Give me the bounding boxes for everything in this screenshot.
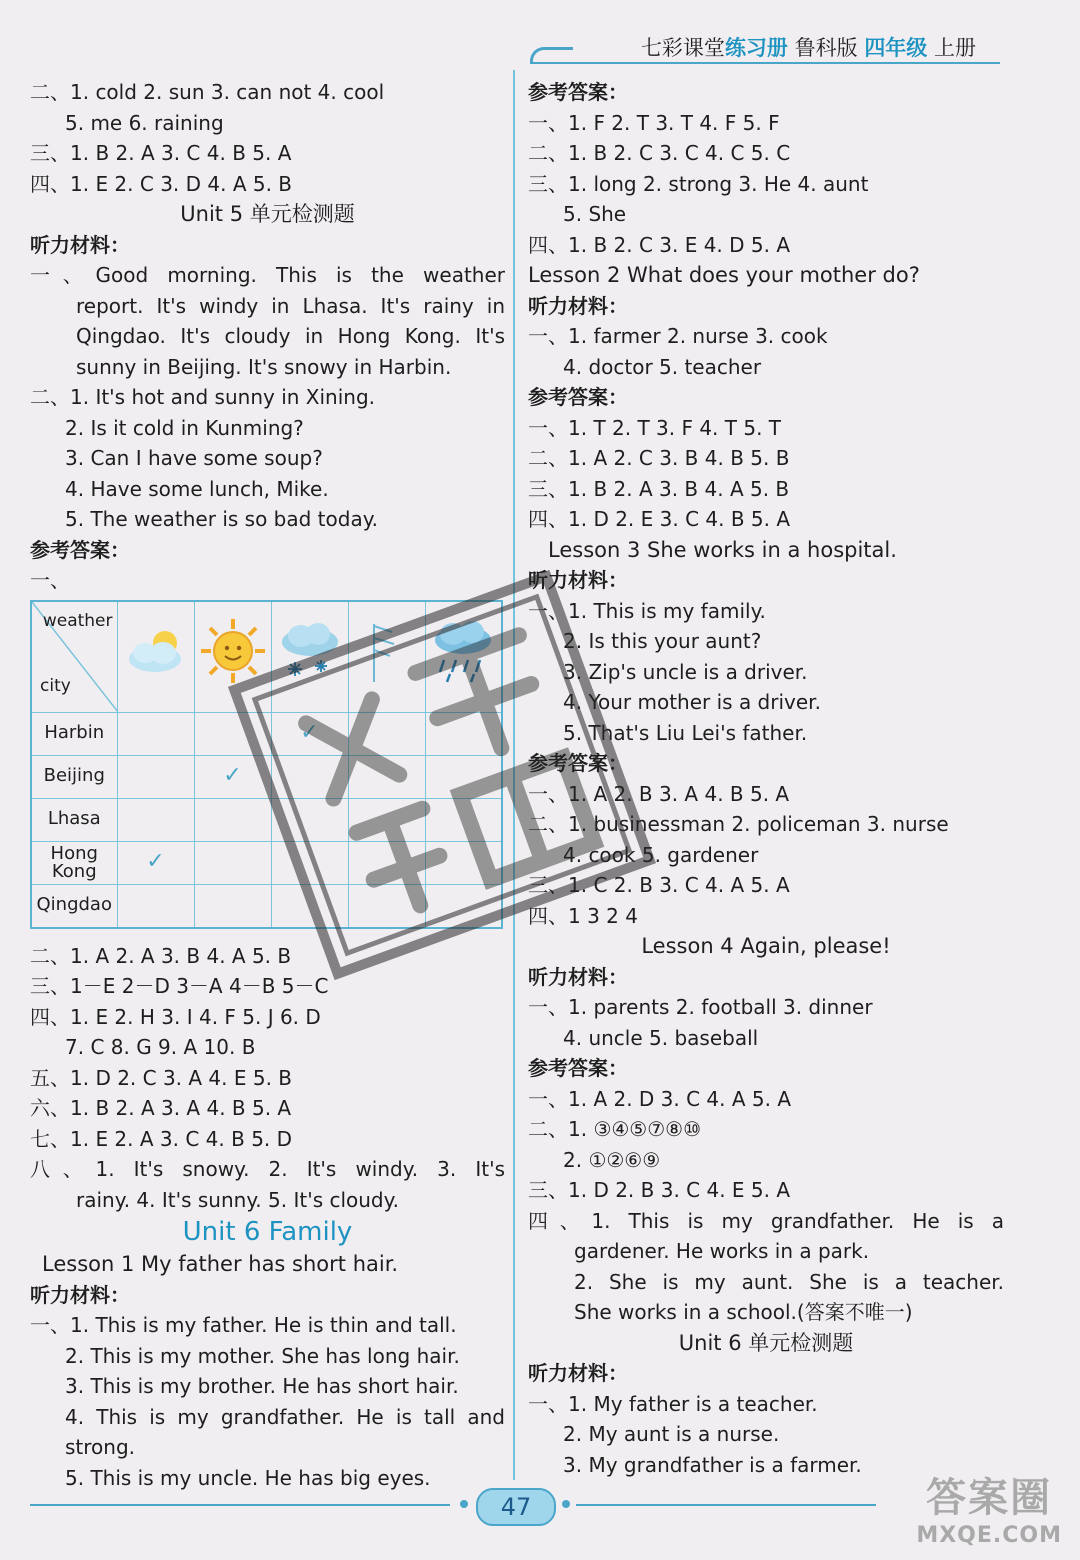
text-line: 一、1. A 2. D 3. C 4. A 5. A bbox=[528, 1086, 792, 1111]
text-line: 二、1. A 2. A 3. B 4. A 5. B bbox=[30, 943, 292, 968]
weather-cell bbox=[425, 712, 502, 755]
text-line: 2. My aunt is a nurse. bbox=[563, 1422, 780, 1446]
weather-cell bbox=[425, 884, 502, 928]
text-line: 一、1. My father is a teacher. bbox=[528, 1391, 818, 1416]
text-line: 三、1. B 2. A 3. C 4. B 5. A bbox=[30, 141, 292, 165]
weather-cell bbox=[194, 798, 271, 841]
text-line: 4. cook 5. gardener bbox=[563, 842, 759, 867]
text-line: 参考答案： bbox=[528, 751, 628, 775]
weather-cell bbox=[194, 755, 271, 798]
text-line: 一、1. T 2. T 3. F 4. T 5. T bbox=[528, 415, 781, 440]
weather-cell bbox=[348, 798, 425, 841]
sunny-icon bbox=[194, 601, 271, 713]
text-line: 2. Is this your aunt? bbox=[563, 629, 762, 653]
weather-cell bbox=[194, 712, 271, 755]
city-cell: Qingdao bbox=[31, 884, 117, 928]
text-line: 八、1. It's snowy. 2. It's windy. 3. It's bbox=[30, 1157, 505, 1181]
header-grade: 四年级 bbox=[864, 36, 928, 60]
left-mid-lines bbox=[30, 941, 505, 1216]
text-line: 三、1. C 2. B 3. C 4. A 5. A bbox=[528, 873, 790, 897]
text-line: Lesson 4 Again, please! bbox=[641, 934, 891, 958]
left-bottom-lines bbox=[30, 1249, 505, 1493]
text-line: Lesson 1 My father has short hair. bbox=[42, 1252, 399, 1276]
weather-cell bbox=[271, 884, 348, 928]
text-line: 五、1. D 2. C 3. A 4. E 5. B bbox=[30, 1065, 293, 1090]
check-mark: ✓ bbox=[146, 848, 165, 874]
table-row bbox=[31, 841, 502, 884]
header-edition: 鲁科版 bbox=[794, 36, 858, 60]
footer-rule-right bbox=[576, 1504, 876, 1506]
header-volume: 上册 bbox=[934, 36, 976, 60]
table-corner-cell bbox=[31, 601, 117, 713]
text-line: 六、1. B 2. A 3. A 4. B 5. A bbox=[30, 1096, 292, 1120]
text-line: 参考答案： bbox=[528, 1056, 628, 1080]
text-line: 参考答案： bbox=[30, 537, 130, 562]
weather-cell bbox=[117, 712, 194, 755]
text-line: 一、Good morning. This is the weather bbox=[30, 263, 505, 287]
text-line: Lesson 3 She works in a hospital. bbox=[548, 537, 897, 562]
right-lines bbox=[528, 77, 1004, 1480]
text-line: 一、1. This is my family. bbox=[528, 598, 766, 623]
cloudy-icon bbox=[117, 601, 194, 713]
text-line: 5. That's Liu Lei's father. bbox=[563, 720, 808, 745]
footer-dot-left bbox=[460, 1500, 468, 1508]
text-line: 一、1. farmer 2. nurse 3. cook bbox=[528, 324, 828, 348]
snowy-icon bbox=[271, 601, 348, 713]
text-line: 三、1－E 2－D 3－A 4－B 5－C bbox=[30, 974, 329, 998]
left-top-lines bbox=[30, 77, 505, 596]
weather-cell bbox=[271, 841, 348, 884]
unit6-heading: Unit 6 Family bbox=[182, 1217, 353, 1247]
text-line: 3. Zip's uncle is a driver. bbox=[563, 659, 808, 684]
text-line: 一、 bbox=[30, 568, 70, 592]
text-line: 参考答案： bbox=[528, 80, 628, 104]
weather-cell bbox=[194, 884, 271, 928]
watermark-title: 答案圈 bbox=[926, 1475, 1053, 1521]
text-line: 3. Can I have some soup? bbox=[65, 446, 323, 470]
text-line: report. It's windy in Lhasa. It's rainy in bbox=[76, 293, 505, 318]
text-line: 4. doctor 5. teacher bbox=[563, 354, 762, 379]
text-line: 二、1. ③④⑤⑦⑧⑩ bbox=[528, 1117, 702, 1141]
corner-city-label: city bbox=[40, 676, 71, 696]
text-line: 三、1. B 2. A 3. B 4. A 5. B bbox=[528, 476, 790, 501]
text-line: 四、1. E 2. H 3. I 4. F 5. J 6. D bbox=[30, 1004, 321, 1029]
weather-cell bbox=[425, 798, 502, 841]
check-mark: ✓ bbox=[300, 719, 319, 745]
city-cell: Hong Kong bbox=[31, 841, 117, 884]
weather-cell bbox=[425, 755, 502, 798]
text-line: 二、1. businessman 2. policeman 3. nurse bbox=[528, 812, 949, 836]
header-title bbox=[641, 32, 976, 62]
left-column bbox=[30, 77, 505, 1493]
table-row bbox=[31, 884, 502, 928]
weather-cell bbox=[271, 755, 348, 798]
text-line: 听力材料： bbox=[30, 1282, 130, 1307]
text-line: Unit 6 单元检测题 bbox=[678, 1330, 854, 1355]
text-line: 四、1. D 2. E 3. C 4. B 5. A bbox=[528, 507, 791, 531]
text-line: 4. This is my grandfather. He is tall and bbox=[65, 1404, 505, 1429]
text-line: 4. uncle 5. baseball bbox=[563, 1025, 759, 1050]
text-line: 5. This is my uncle. He has big eyes. bbox=[65, 1465, 431, 1490]
weather-cell bbox=[348, 755, 425, 798]
table-row bbox=[31, 798, 502, 841]
footer-rule-left bbox=[30, 1504, 450, 1506]
table-row bbox=[31, 712, 502, 755]
table-row bbox=[31, 755, 502, 798]
city-cell: Harbin bbox=[31, 712, 117, 755]
text-line: 2. This is my mother. She has long hair. bbox=[65, 1343, 460, 1368]
text-line: 听力材料： bbox=[528, 1361, 628, 1385]
check-mark: ✓ bbox=[223, 762, 242, 788]
text-line: strong. bbox=[65, 1435, 136, 1459]
text-line: Unit 5 单元检测题 bbox=[180, 202, 355, 226]
text-line: 5. She bbox=[563, 202, 627, 226]
text-line: 听力材料： bbox=[528, 293, 628, 318]
page-number: 47 bbox=[476, 1488, 556, 1526]
text-line: 四、1 3 2 4 bbox=[528, 903, 638, 928]
page-header bbox=[530, 30, 1000, 66]
text-line: 参考答案： bbox=[528, 385, 628, 409]
weather-cell bbox=[117, 798, 194, 841]
weather-table bbox=[30, 600, 503, 929]
text-line: 5. me 6. raining bbox=[65, 110, 224, 135]
rainy-icon bbox=[425, 601, 502, 713]
text-line: 2. ①②⑥⑨ bbox=[563, 1147, 661, 1172]
windy-icon bbox=[348, 601, 425, 713]
text-line: 二、1. B 2. C 3. C 4. C 5. C bbox=[528, 141, 791, 165]
weather-table-wrap bbox=[30, 600, 505, 935]
text-line: 四、1. B 2. C 3. E 4. D 5. A bbox=[528, 232, 791, 257]
header-series: 七彩课堂 bbox=[640, 36, 725, 60]
text-line: gardener. He works in a park. bbox=[574, 1239, 870, 1263]
text-line: 七、1. E 2. A 3. C 4. B 5. D bbox=[30, 1126, 293, 1151]
weather-cell bbox=[117, 755, 194, 798]
weather-cell bbox=[271, 712, 348, 755]
text-line: 听力材料： bbox=[528, 964, 628, 989]
right-column bbox=[528, 77, 1004, 1480]
weather-cell bbox=[348, 841, 425, 884]
header-book: 练习册 bbox=[724, 36, 788, 60]
weather-cell bbox=[348, 884, 425, 928]
city-cell: Beijing bbox=[31, 755, 117, 798]
text-line: 4. Your mother is a driver. bbox=[563, 690, 821, 714]
text-line: 2. She is my aunt. She is a teacher. bbox=[574, 1269, 1004, 1294]
text-line: 一、1. parents 2. football 3. dinner bbox=[528, 995, 873, 1019]
weather-cell bbox=[271, 798, 348, 841]
text-line: Lesson 2 What does your mother do? bbox=[528, 263, 920, 287]
weather-cell bbox=[117, 884, 194, 928]
corner-weather-label: weather bbox=[42, 610, 113, 631]
text-line: 4. Have some lunch, Mike. bbox=[65, 476, 329, 501]
text-line: 二、1. It's hot and sunny in Xining. bbox=[30, 385, 375, 409]
text-line: 听力材料： bbox=[30, 232, 130, 257]
text-line: 二、1. A 2. C 3. B 4. B 5. B bbox=[528, 446, 790, 470]
weather-cell bbox=[425, 841, 502, 884]
text-line: 一、1. A 2. B 3. A 4. B 5. A bbox=[528, 781, 790, 806]
header-rule bbox=[530, 62, 1000, 64]
text-line: 3. My grandfather is a farmer. bbox=[563, 1452, 862, 1477]
text-line: sunny in Beijing. It's snowy in Harbin. bbox=[76, 354, 452, 379]
watermark bbox=[916, 1466, 1062, 1548]
weather-cell bbox=[194, 841, 271, 884]
footer-dot-right bbox=[562, 1500, 570, 1508]
column-divider bbox=[513, 70, 515, 1480]
city-cell: Lhasa bbox=[31, 798, 117, 841]
text-line: She works in a school.(答案不唯一) bbox=[574, 1300, 913, 1324]
text-line: 5. The weather is so bad today. bbox=[65, 507, 379, 531]
text-line: 7. C 8. G 9. A 10. B bbox=[65, 1035, 256, 1059]
text-line: 二、1. cold 2. sun 3. can not 4. cool bbox=[30, 80, 385, 104]
text-line: 一、1. This is my father. He is thin and tall. bbox=[30, 1313, 457, 1337]
text-line: 3. This is my brother. He has short hair. bbox=[65, 1374, 459, 1398]
text-line: 2. Is it cold in Kunming? bbox=[65, 415, 304, 440]
weather-cell bbox=[117, 841, 194, 884]
text-line: 听力材料： bbox=[528, 568, 628, 592]
text-line: 四、1. This is my grandfather. He is a bbox=[528, 1208, 1004, 1233]
text-line: Qingdao. It's cloudy in Hong Kong. It's bbox=[76, 324, 505, 348]
text-line: 三、1. D 2. B 3. C 4. E 5. A bbox=[528, 1178, 791, 1202]
text-line: rainy. 4. It's sunny. 5. It's cloudy. bbox=[76, 1187, 399, 1212]
text-line: 三、1. long 2. strong 3. He 4. aunt bbox=[528, 171, 869, 196]
watermark-url: MXQE.COM bbox=[916, 1523, 1062, 1548]
weather-cell bbox=[348, 712, 425, 755]
text-line: 四、1. E 2. C 3. D 4. A 5. B bbox=[30, 171, 293, 196]
text-line: 一、1. F 2. T 3. T 4. F 5. F bbox=[528, 110, 780, 135]
